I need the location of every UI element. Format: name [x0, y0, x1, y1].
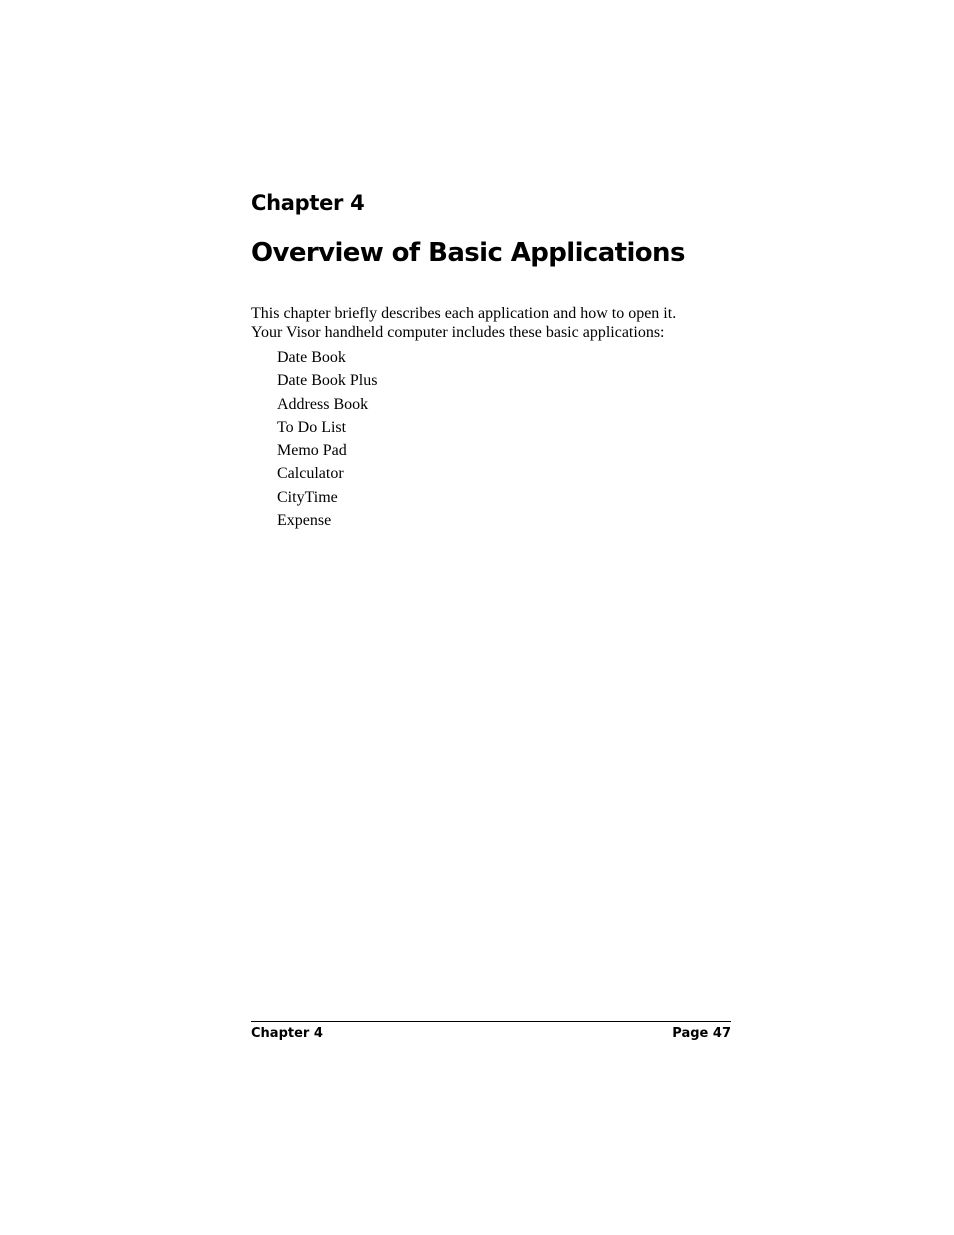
list-item: CityTime	[277, 488, 338, 506]
list-item: Memo Pad	[277, 442, 347, 460]
footer-page-number: Page 47	[672, 1026, 731, 1041]
list-item: Calculator	[277, 465, 344, 483]
page-title: Overview of Basic Applications	[251, 238, 685, 268]
list-item: Expense	[277, 512, 332, 530]
chapter-label: Chapter 4	[251, 191, 365, 215]
list-item: Date Book	[277, 349, 346, 366]
intro-line-2: Your Visor handheld computer includes these basic applications:	[251, 324, 665, 341]
intro-paragraph	[251, 304, 731, 342]
application-list	[277, 346, 377, 532]
footer-chapter: Chapter 4	[251, 1026, 323, 1041]
list-item: To Do List	[277, 418, 347, 436]
page-footer	[251, 1021, 731, 1042]
list-item: Address Book	[277, 395, 369, 413]
intro-line-1: This chapter briefly describes each application and how to open it.	[251, 305, 677, 322]
list-item: Date Book Plus	[277, 372, 378, 390]
